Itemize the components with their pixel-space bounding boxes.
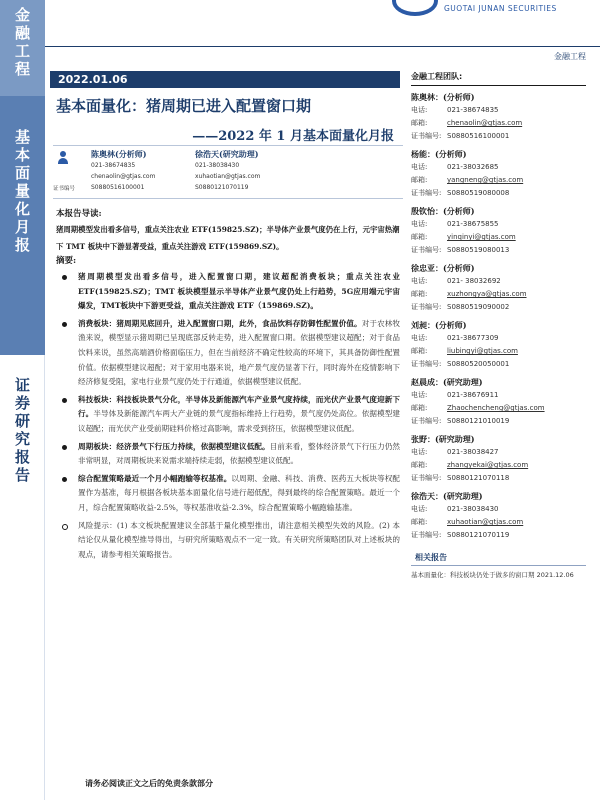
- report-date: 2022.01.06: [58, 73, 128, 86]
- risk-warning: 风险提示：(1) 本文板块配置建议全部基于量化模型推出，请注意相关模型失效的风险。(2) 本结论仅从量化模型推导得出，与研究所策略观点不一定一致。有关研究所策略团队对上述板块的观点，请参考相关策略报告。: [56, 519, 400, 563]
- report-body: [56, 208, 400, 562]
- team-list: [411, 90, 586, 542]
- member-cert: S0880516100001: [447, 132, 510, 140]
- member-name: 张野：(研究助理): [411, 434, 475, 444]
- guide-text: 猪周期模型发出看多信号，重点关注农业 ETF(159825.SZ)；半导体产业景气度仍在上行，元宇宙热潮下 TMT 板块中下游显著受益，重点关注游戏 ETF(159869.SZ)。: [56, 225, 400, 251]
- member-email-link[interactable]: yangneng@gtjas.com: [447, 176, 524, 184]
- member-phone: 021-38677309: [447, 334, 499, 342]
- team-member: [411, 204, 586, 257]
- phone-label: 电话:: [411, 106, 428, 114]
- phone-label: 电话:: [411, 505, 428, 513]
- sidebar-top-label: 金 融 工 程: [14, 6, 30, 78]
- member-name: 陈奥林：(分析师): [411, 92, 475, 102]
- abstract-paragraph: 猪周期模型发出看多信号，进入配置窗口期，建议超配消费板块；重点关注农业 ETF(159825.SZ)；TMT 板块模型显示半导体产业景气度仍处上行趋势，5G应用端元宇宙爆发，TMT板块中下游更受益，重点关注游戏 ETF（159869.SZ)。: [56, 270, 400, 314]
- phone-label: 电话:: [411, 448, 428, 456]
- logo-text: GUOTAI JUNAN SECURITIES: [444, 4, 557, 13]
- phone-label: 电话:: [411, 277, 428, 285]
- member-email-link[interactable]: Zhaochencheng@gtjas.com: [447, 404, 545, 412]
- member-phone: 021-38038427: [447, 448, 499, 456]
- abstract-paragraph: 科技板块：科技板块景气分化，半导体及新能源汽车产业景气度持续，而光伏产业景气度迎新下行。半导体及新能源汽车两大产业链的景气度指标维持上行趋势，景气度仍处高位。依据模型建议超配；而光伏产业受前期硅料价格过高影响，需求受到挤压，依据模型建议低配。: [56, 393, 400, 437]
- team-member: [411, 147, 586, 200]
- member-cert: S0880121070118: [447, 474, 510, 482]
- header-category: 金融工程: [554, 52, 586, 61]
- sidebar-report-type: 基 本 面 量 化 月 报: [14, 128, 30, 254]
- team-column: [411, 71, 586, 581]
- member-phone: 021-38675855: [447, 220, 499, 228]
- email-label: 邮箱:: [411, 233, 428, 241]
- company-logo: [392, 0, 592, 22]
- member-email-link[interactable]: xuzhongya@gtjas.com: [447, 290, 527, 298]
- phone-label: 电话:: [411, 391, 428, 399]
- team-member: [411, 318, 586, 371]
- team-member: [411, 90, 586, 143]
- cert-label: 证书编号:: [411, 132, 442, 140]
- member-email-link[interactable]: xuhaotian@gtjas.com: [447, 518, 524, 526]
- report-title: 基本面量化：猪周期已进入配置窗口期: [56, 97, 312, 115]
- author-block: [53, 145, 403, 199]
- member-phone: 021-38032685: [447, 163, 499, 171]
- member-email-link[interactable]: yinqinyi@gtjas.com: [447, 233, 516, 241]
- member-cert: S0880121010019: [447, 417, 510, 425]
- related-report-link[interactable]: 基本面量化：科技板块仍处于做多的窗口期 2021.12.06: [411, 571, 574, 579]
- cert-label: 证书编号:: [411, 303, 442, 311]
- member-name: 徐忠亚：(分析师): [411, 263, 475, 273]
- sidebar-doc-type: 证 券 研 究 报 告: [14, 376, 30, 484]
- team-divider: [411, 85, 586, 86]
- abstract-paragraph: 综合配置策略最近一个月小幅跑输等权基准。以周期、金融、科技、消费、医药五大板块等权配置作为基准，每月根据各板块基本面量化信号进行超低配，得到最终的综合配置策略。最近一个月，综合配置策略收益-2.5%，等权基准收益-2.3%，综合配置策略小幅跑输基准。: [56, 472, 400, 516]
- cert-label: 证书编号:: [411, 474, 442, 482]
- member-phone: 021- 38032692: [447, 277, 501, 285]
- team-member: [411, 432, 586, 485]
- member-name: 殷钦怡：(分析师): [411, 206, 475, 216]
- cert-label: 证书编号:: [411, 189, 442, 197]
- member-name: 杨能：(分析师): [411, 149, 467, 159]
- author-2: 徐浩天(研究助理) 021-38038430 xuhaotian@gtjas.com S0880121070119: [195, 149, 261, 191]
- member-phone: 021-38674835: [447, 106, 499, 114]
- member-phone: 021-38676911: [447, 391, 499, 399]
- email-label: 邮箱:: [411, 461, 428, 469]
- member-cert: S0880520050001: [447, 360, 510, 368]
- person-icon: [58, 151, 68, 165]
- guide-title: 本报告导读:: [56, 209, 102, 219]
- member-phone: 021-38038430: [447, 505, 499, 513]
- date-banner: [50, 71, 400, 88]
- phone-label: 电话:: [411, 334, 428, 342]
- phone-label: 电话:: [411, 163, 428, 171]
- team-title: 金融工程团队:: [411, 72, 463, 81]
- email-label: 邮箱:: [411, 290, 428, 298]
- email-label: 邮箱:: [411, 119, 428, 127]
- member-cert: S0880519080008: [447, 189, 510, 197]
- report-subtitle: ——2022 年 1 月基本面量化月报: [192, 129, 394, 144]
- member-email-link[interactable]: zhangyekai@gtjas.com: [447, 461, 529, 469]
- team-member: [411, 489, 586, 542]
- author-1: 陈奥林(分析师) 021-38674835 chenaolin@gtjas.com S0880516100001: [91, 149, 156, 191]
- member-email-link[interactable]: chenaolin@gtjas.com: [447, 119, 523, 127]
- abstract-paragraph: 周期板块：经济景气下行压力持续，依据模型建议低配。目前来看，整体经济景气下行压力仍然非常明显，对周期板块来说需求端持续走弱，依据模型建议低配。: [56, 440, 400, 469]
- member-cert: S0880519090002: [447, 303, 510, 311]
- member-name: 徐浩天：(研究助理): [411, 491, 483, 501]
- cert-label: 证书编号:: [411, 246, 442, 254]
- related-title: 相关报告: [415, 553, 447, 562]
- cert-label: 证书编号: [53, 186, 76, 192]
- email-label: 邮箱:: [411, 404, 428, 412]
- email-label: 邮箱:: [411, 518, 428, 526]
- cert-label: 证书编号:: [411, 417, 442, 425]
- team-member: [411, 261, 586, 314]
- email-label: 邮箱:: [411, 347, 428, 355]
- related-divider: [411, 565, 586, 566]
- member-email-link[interactable]: liubingyi@gtjas.com: [447, 347, 518, 355]
- logo-emblem-icon: [392, 0, 438, 16]
- cert-label: 证书编号:: [411, 531, 442, 539]
- member-cert: S0880121070119: [447, 531, 510, 539]
- email-label: 邮箱:: [411, 176, 428, 184]
- phone-label: 电话:: [411, 220, 428, 228]
- footer-disclaimer: 请务必阅读正文之后的免责条款部分: [85, 779, 213, 788]
- member-name: 赵晨成：(研究助理): [411, 377, 483, 387]
- member-name: 刘昶：(分析师): [411, 320, 467, 330]
- abstract-paragraph: 消费板块：猪周期见底回升，进入配置窗口期，此外，食品饮料存防御性配置价值。对于农林牧渔来说，模型显示猪周期已呈现底部反转走势，进入配置窗口期。依据模型建议超配；对于食品饮料来说，虽然高端酒价格面临压力，但在当前经济不确定性较高的环境下，其具备防御性配置价值。依据模型建议超配；对于家用电器来说，地产景气度仍显著下行，同时海外在疫情影响下经济修复受阻，家电行业景气度仍处于行通道，依据模型建议低配。: [56, 317, 400, 390]
- member-cert: S0880519080013: [447, 246, 510, 254]
- header-divider: [45, 46, 600, 47]
- cert-label: 证书编号:: [411, 360, 442, 368]
- abstract-title: 摘要:: [56, 256, 77, 266]
- team-member: [411, 375, 586, 428]
